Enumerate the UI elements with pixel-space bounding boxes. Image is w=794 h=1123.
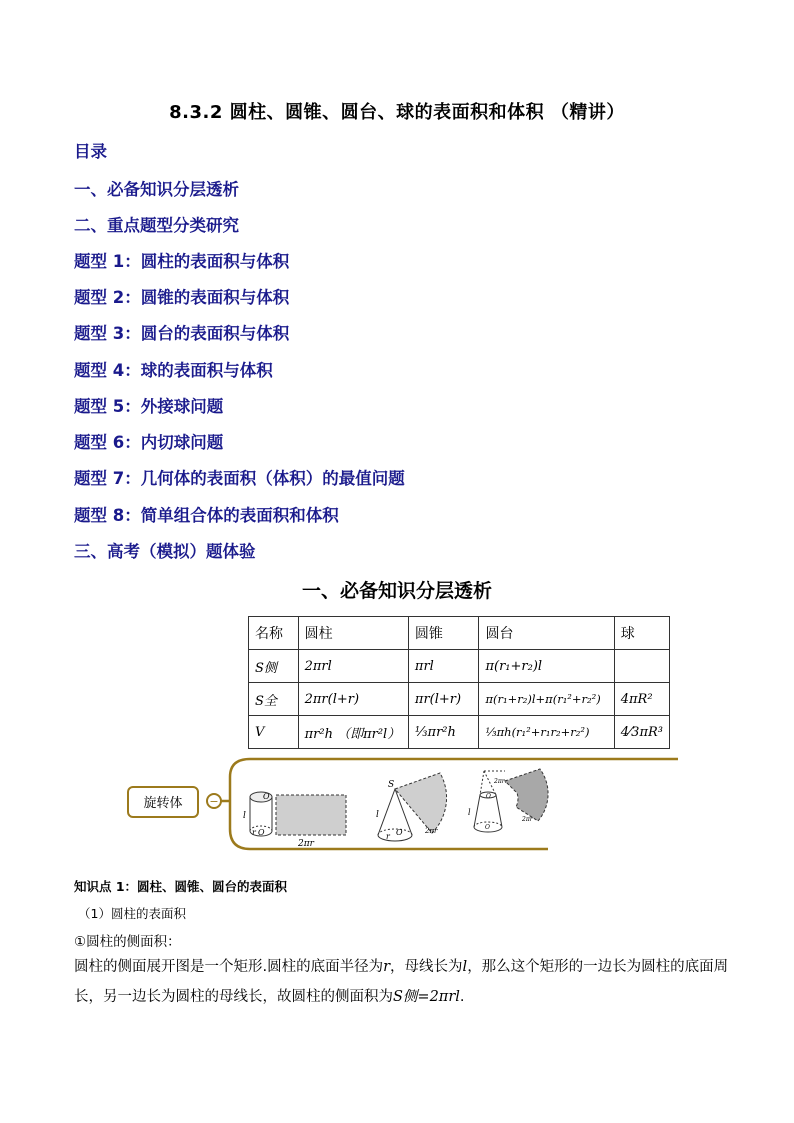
variable-r: r: [383, 959, 391, 975]
table-cell: [614, 650, 669, 683]
frustum-top-arc: 2πr₁: [494, 778, 508, 785]
frustum-top-o: O: [486, 793, 491, 800]
cylinder-width: 2πr: [298, 839, 314, 849]
table-row: [249, 716, 670, 749]
table-header-cell: 圆台: [479, 617, 614, 650]
table-cell: 2πrl: [298, 650, 408, 683]
frustum-figure: [468, 769, 548, 832]
cylinder-figure: [243, 792, 346, 849]
table-header-cell: 圆柱: [298, 617, 408, 650]
paragraph: [74, 952, 754, 1012]
toc-item[interactable]: 题型 1：圆柱的表面积与体积: [74, 252, 290, 271]
table-cell: 4πR²: [614, 683, 669, 716]
toc-item[interactable]: 题型 3：圆台的表面积与体积: [74, 324, 290, 343]
section-heading: 一、必备知识分层透析: [301, 580, 492, 602]
table-cell: 4⁄3πR³: [614, 716, 669, 749]
toc-item[interactable]: 三、高考（模拟）题体验: [74, 542, 256, 561]
page-title: 8.3.2 圆柱、圆锥、圆台、球的表面积和体积 （精讲）: [169, 102, 625, 123]
table-row: [249, 650, 670, 683]
cone-apex: S: [388, 780, 395, 790]
toc-item[interactable]: 二、重点题型分类研究: [74, 216, 239, 235]
table-cell: S全: [249, 683, 299, 716]
frustum-bottom-arc: 2πr: [522, 816, 533, 823]
table-cell: V: [249, 716, 299, 749]
frustum-side: l: [468, 808, 471, 817]
knowledge-point-heading: 知识点 1：圆柱、圆锥、圆台的表面积: [74, 879, 288, 894]
toc-item[interactable]: 题型 6：内切球问题: [74, 433, 224, 452]
table-header-row: [249, 617, 670, 650]
table-cell: ⅓πr²h: [408, 716, 479, 749]
table-cell: ⅓πh(r₁²+r₁r₂+r₂²): [479, 716, 614, 749]
table-header-cell: 圆锥: [408, 617, 479, 650]
cone-radius: r: [386, 832, 390, 841]
cone-arc: 2πr: [425, 827, 438, 835]
table-cell: πrl: [408, 650, 479, 683]
cylinder-top-o: O: [263, 792, 270, 801]
collapse-toggle-label: −: [209, 795, 219, 808]
formula-table: [248, 616, 670, 749]
cone-figure: [376, 773, 447, 841]
paragraph-text: ，那么这个矩形的一边长为圆柱的底面周长，另一边长为圆柱的母线长，故圆柱的侧面积为: [74, 959, 729, 1005]
table-cell: 2πr(l+r): [298, 683, 408, 716]
toc-item[interactable]: 题型 5：外接球问题: [74, 397, 224, 416]
table-row: [249, 683, 670, 716]
table-cell: π(r₁+r₂)l+π(r₁²+r₂²): [479, 683, 614, 716]
cone-side: l: [376, 810, 379, 820]
toc-item[interactable]: 一、必备知识分层透析: [74, 180, 239, 199]
table-header-cell: 名称: [249, 617, 299, 650]
toc-item[interactable]: 题型 7：几何体的表面积（体积）的最值问题: [74, 469, 405, 488]
paragraph-text: ，母线长为: [390, 959, 463, 975]
cylinder-bottom-o: O: [258, 828, 265, 837]
variable-l: l: [462, 959, 468, 975]
table-cell: S侧: [249, 650, 299, 683]
cylinder-radius: r: [252, 828, 256, 837]
toc-item[interactable]: 题型 4：球的表面积与体积: [74, 361, 273, 380]
lateral-area-formula: S侧=2πrl: [393, 989, 460, 1005]
table-cell: πr²h （即πr²l）: [298, 716, 408, 749]
toc-item[interactable]: 题型 2：圆锥的表面积与体积: [74, 288, 290, 307]
table-cell: πr(l+r): [408, 683, 479, 716]
toc-item[interactable]: 题型 8：简单组合体的表面积和体积: [74, 506, 339, 525]
paragraph-text: 圆柱的侧面展开图是一个矩形.圆柱的底面半径为: [74, 959, 384, 975]
rotation-body-label: 旋转体: [143, 796, 183, 811]
toc-heading: 目录: [74, 142, 107, 161]
item-heading: ①圆柱的侧面积：: [74, 934, 181, 950]
paragraph-end: .: [459, 989, 465, 1005]
table-header-cell: 球: [614, 617, 669, 650]
table-cell: π(r₁+r₂)l: [479, 650, 614, 683]
frustum-bottom-o: O: [485, 824, 490, 831]
cylinder-side: l: [243, 811, 246, 821]
cone-base-o: O: [396, 828, 403, 837]
rotation-body-diagram: [118, 755, 678, 855]
subsection-heading: （1）圆柱的表面积: [78, 906, 186, 921]
